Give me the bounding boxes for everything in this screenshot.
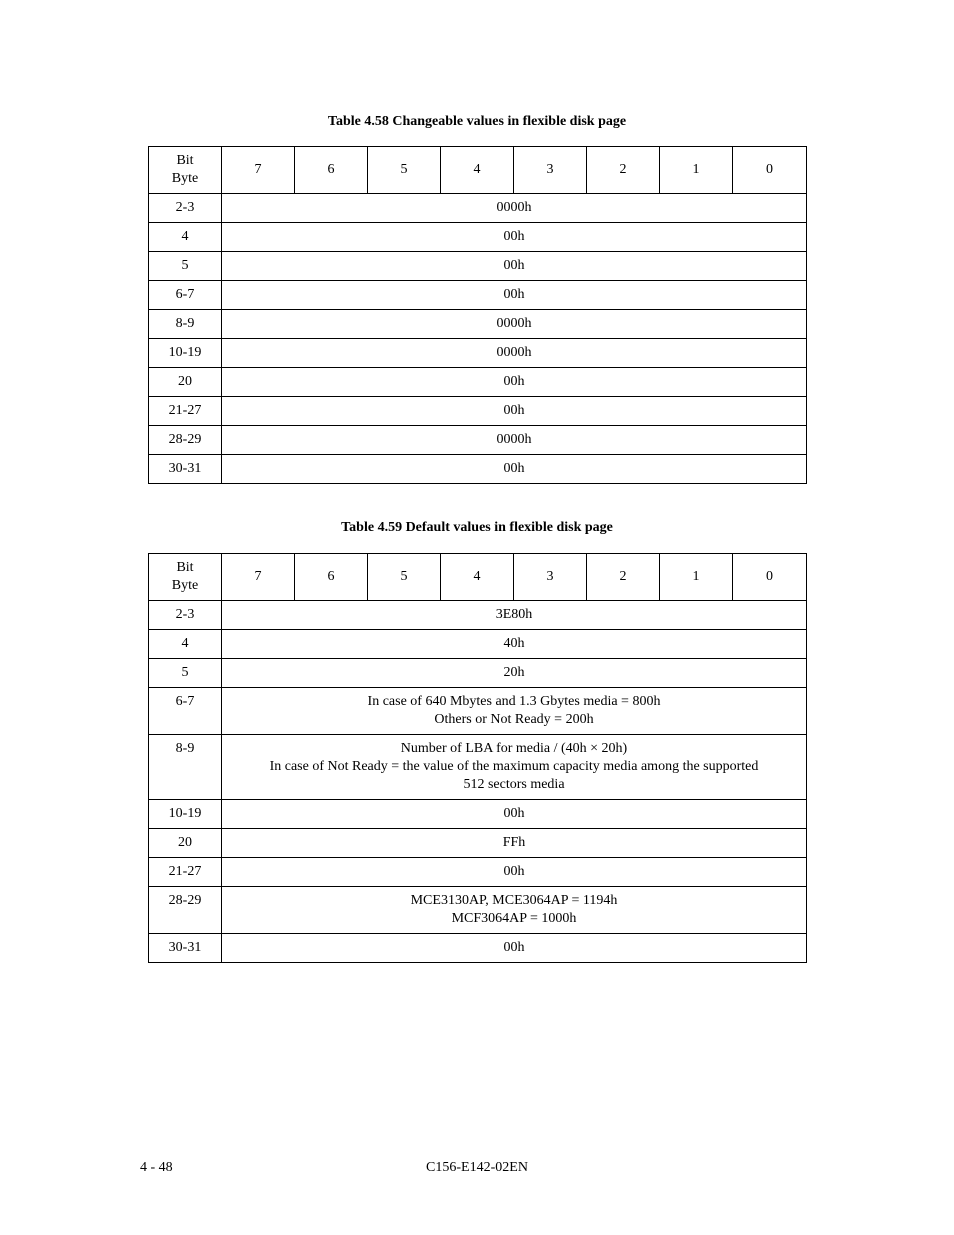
value-cell: 0000h: [222, 194, 807, 223]
table-row: [149, 829, 807, 858]
value-line: In case of Not Ready = the value of the maximum capacity media among the supported: [269, 759, 759, 774]
value-cell: 0000h: [222, 426, 807, 455]
table-row: [149, 368, 807, 397]
value-line: 00h: [503, 864, 525, 879]
table-row: [149, 310, 807, 339]
table-row: [149, 601, 807, 630]
table-row: [149, 223, 807, 252]
value-cell: [222, 688, 807, 735]
value-cell: 00h: [222, 455, 807, 484]
page-number: 4 - 48: [140, 1160, 173, 1175]
table-row: [149, 397, 807, 426]
document-code: C156-E142-02EN: [426, 1160, 528, 1175]
bit-5-header: 5: [368, 147, 441, 194]
bit-3-header: 3: [514, 147, 587, 194]
table-row: [149, 426, 807, 455]
byte-cell: 2-3: [149, 601, 222, 630]
value-cell: [222, 735, 807, 800]
table-row: [149, 934, 807, 963]
bit-4-header: 4: [441, 147, 514, 194]
byte-cell: 4: [149, 223, 222, 252]
bit-0-header: 0: [733, 554, 807, 601]
bit-byte-header: [149, 147, 222, 194]
byte-cell: 2-3: [149, 194, 222, 223]
value-line: 00h: [503, 806, 525, 821]
bit-6-header: 6: [295, 554, 368, 601]
table-row: [149, 281, 807, 310]
value-line: In case of 640 Mbytes and 1.3 Gbytes media = 800h: [367, 694, 661, 709]
table-header-row: [149, 554, 807, 601]
table-row: [149, 688, 807, 735]
byte-label: Byte: [171, 171, 199, 186]
table-row: [149, 339, 807, 368]
value-cell: 00h: [222, 252, 807, 281]
value-line: Number of LBA for media / (40h × 20h): [400, 741, 628, 756]
value-cell: [222, 829, 807, 858]
value-cell: [222, 887, 807, 934]
byte-cell: 6-7: [149, 281, 222, 310]
value-cell: 0000h: [222, 310, 807, 339]
bit-2-header: 2: [587, 554, 660, 601]
byte-cell: 28-29: [149, 426, 222, 455]
table-row: [149, 630, 807, 659]
value-cell: [222, 800, 807, 829]
value-line: 40h: [503, 636, 525, 651]
value-cell: [222, 601, 807, 630]
byte-cell: 21-27: [149, 397, 222, 426]
value-cell: 00h: [222, 281, 807, 310]
table-header-row: [149, 147, 807, 194]
value-cell: 00h: [222, 397, 807, 426]
byte-cell: 6-7: [149, 688, 222, 735]
byte-cell: 20: [149, 829, 222, 858]
byte-cell: 20: [149, 368, 222, 397]
value-line: Others or Not Ready = 200h: [434, 712, 594, 727]
value-cell: [222, 858, 807, 887]
table-row: [149, 252, 807, 281]
table-row: [149, 194, 807, 223]
byte-cell: 10-19: [149, 339, 222, 368]
table-4-59-caption: Table 4.59 Default values in flexible disk page: [341, 520, 613, 535]
byte-cell: 5: [149, 252, 222, 281]
value-cell: [222, 934, 807, 963]
changeable-values-table: [148, 146, 807, 484]
bit-label: Bit: [176, 153, 194, 168]
bit-byte-header: [149, 554, 222, 601]
value-cell: 0000h: [222, 339, 807, 368]
value-cell: [222, 659, 807, 688]
value-cell: [222, 630, 807, 659]
byte-cell: 30-31: [149, 455, 222, 484]
table-row: [149, 659, 807, 688]
bit-4-header: 4: [441, 554, 514, 601]
value-cell: 00h: [222, 223, 807, 252]
value-line: 512 sectors media: [463, 777, 565, 792]
bit-5-header: 5: [368, 554, 441, 601]
bit-0-header: 0: [733, 147, 807, 194]
value-line: 00h: [503, 940, 525, 955]
byte-cell: 30-31: [149, 934, 222, 963]
bit-1-header: 1: [660, 147, 733, 194]
bit-7-header: 7: [222, 554, 295, 601]
table-row: [149, 455, 807, 484]
byte-cell: 10-19: [149, 800, 222, 829]
bit-label: Bit: [176, 560, 194, 575]
bit-7-header: 7: [222, 147, 295, 194]
byte-label: Byte: [171, 578, 199, 593]
bit-1-header: 1: [660, 554, 733, 601]
byte-cell: 4: [149, 630, 222, 659]
default-values-table: [148, 553, 807, 963]
value-line: 3E80h: [495, 607, 533, 622]
byte-cell: 5: [149, 659, 222, 688]
byte-cell: 21-27: [149, 858, 222, 887]
value-line: MCE3130AP, MCE3064AP = 1194h: [410, 893, 618, 908]
bit-2-header: 2: [587, 147, 660, 194]
value-line: FFh: [502, 835, 526, 850]
table-4-58-caption: Table 4.58 Changeable values in flexible disk page: [327, 114, 627, 129]
value-line: 20h: [503, 665, 525, 680]
table-row: [149, 735, 807, 800]
table-row: [149, 887, 807, 934]
table-row: [149, 858, 807, 887]
value-cell: 00h: [222, 368, 807, 397]
bit-6-header: 6: [295, 147, 368, 194]
bit-3-header: 3: [514, 554, 587, 601]
byte-cell: 8-9: [149, 735, 222, 800]
table-row: [149, 800, 807, 829]
value-line: MCF3064AP = 1000h: [451, 911, 577, 926]
byte-cell: 8-9: [149, 310, 222, 339]
byte-cell: 28-29: [149, 887, 222, 934]
